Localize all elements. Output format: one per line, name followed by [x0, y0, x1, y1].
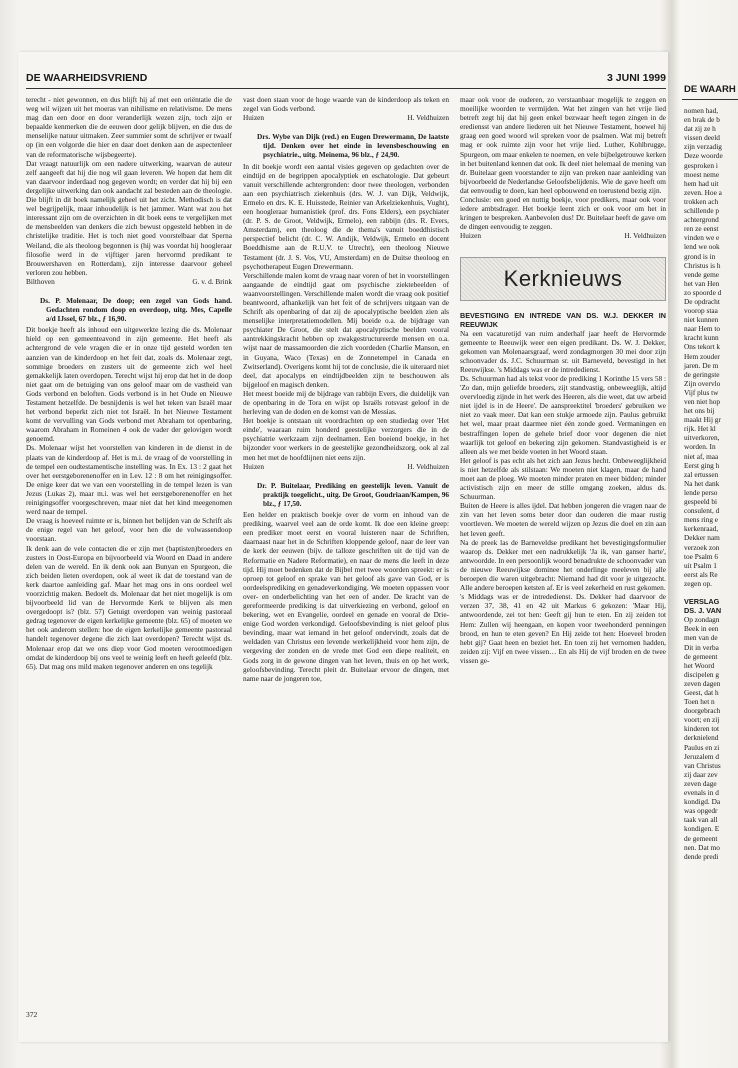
text-line: Vijf plus tw: [684, 387, 719, 397]
paragraph: Na de preek las de Barneveldse predikant het bevestigingsformulier waarop ds. Dekker met een nadrukkelijk 'Ja ik, van ganser harte', antwoordde. In een persoonlijk woord benadrukte de schoonvader van de nieuwe Reeuwijkse dominee het onderlinge meeleven bij alle beroepen die waren uitgebracht: Niemand had dit voor je uitgezocht. Alle andere beroepen ketsten af. Er is veel zekerheid en rust gekomen.: [460, 537, 666, 593]
text-line: kondigen. E: [684, 824, 720, 834]
text-line: het van Hen: [684, 278, 720, 288]
text-line: zeven dage: [684, 778, 717, 788]
text-line: Deze woorde: [684, 151, 723, 161]
signature: [460, 231, 666, 240]
text-line: Dekker nam: [684, 533, 720, 543]
header-rule: [26, 88, 666, 89]
signature-place: Bilthoven: [26, 276, 55, 286]
signature: [243, 113, 449, 122]
text-line: Op zondagn: [684, 615, 720, 625]
text-line: nen. Dat mo: [684, 842, 720, 852]
text-line: kerkenraad,: [684, 524, 719, 534]
text-line: trokken ach: [684, 196, 719, 206]
text-line: schillende p: [684, 206, 720, 216]
text-line: het Woord: [684, 660, 715, 670]
text-line: en brak de b: [684, 115, 720, 125]
text-line: het ons bij: [684, 406, 715, 416]
text-line: Toen het n: [684, 697, 715, 707]
paragraph: De vraag is hoeveel ruimte er is, binnen het belijden van de Schrift als de enige regel van het geloof, voor hen die de volwassendoop voorstaan.: [26, 516, 232, 544]
text-line: maakt Hij gr: [684, 415, 721, 425]
text-line: was opgedr: [684, 806, 718, 816]
paragraph: Na een vacaturetijd van ruim anderhalf jaar heeft de Hervormde gemeente te Reeuwijk weer een eigen predikant. Ds. W. J. Dekker, gekomen van Molenaarsgraaf, werd zondagmorgen 30 mei door zijn schoonvader ds. J.C. Schuurman sr. uit Barneveld, bevestigd in het Reeuwijkse. 's Middags was er de intrededienst.: [460, 328, 666, 374]
text-line: VERSLAG: [684, 597, 720, 607]
text-line: rijk. Het kl: [684, 424, 716, 434]
page-header: [26, 72, 666, 88]
paragraph: Ik denk aan de vele contacten die er zijn met (baptisten)broeders en zusters in Oost-Europa en bijvoorbeeld via Woord en Daad in andere delen van de wereld. En ik denk ook aan Bunyan en Spurgeon, die zich beiden lieten overdopen, ook al weet ik dat de toestand van de kerk daartoe aanleiding gaf. Maar het mag ons in ons oordeel wel voorzichtig maken. Bedoelt ds. Molenaar dat het niet mogelijk is om bijvoorbeeld lid van de Hervormde Kerk te blijven als men overgedoopt is? (blz. 57) Getuigt overdopen van weinig pastoraal gedrag tegenover de eigen kerkelijke gemeente (blz. 65) of moeten we het ook anderom stellen: hoe de eigen kerkelijke gemeente pastoraal handelt tegenover degene die zich laat overdopen? Terecht wijst ds. Molenaar erop dat we ons diep voor God moeten verootmoedigen omdat de kinderdoop bij ons veel te weinig leeft en heeft geleefd (blz. 65). Dat mag ons mild maken tegenover anderen en ons tegelijk: [26, 543, 232, 671]
section-banner-title: Kerknieuws: [503, 265, 623, 291]
text-line: Dit in verba: [684, 642, 719, 652]
text-line: vinden we e: [684, 233, 720, 243]
text-line: niet kunnen: [684, 315, 719, 325]
issue-date: 3 JUNI 1999: [607, 72, 666, 84]
paragraph: vast doen staan voor de hoge waarde van de kinderdoop als teken en zegel van Gods verbond.: [243, 95, 449, 114]
text-line: kinderen tot: [684, 724, 720, 734]
text-line: zeven. Hoe a: [684, 187, 722, 197]
text-line: Hem zouder: [684, 351, 720, 361]
text-line: jaren. De m: [684, 360, 719, 370]
paragraph: Het boekje is ontstaan uit voordrachten op een studiedag over 'Het einde', waaraan ruim honderd geestelijke verzorgers die in de psychiatrie werkzaam zijn deelnamen. Een boeiend boekje, in het bijzonder voor werkers in de geestelijke gezondheidszorg, ook al zal men het met de hoofdlijnen niet eens zijn.: [243, 416, 449, 462]
adjacent-page-text: [684, 106, 723, 861]
signature: [26, 277, 232, 286]
publication-title: DE WAARHEIDSVRIEND: [26, 72, 148, 84]
paragraph: Dit boekje heeft als inhoud een uitgewerkte lezing die ds. Molenaar hield op een gemeenteavond in zijn gemeente. Het heeft als achtergrond de vele vragen die er in onze tijd gesteld worden ten aanzien van de kinderdoop en het feit dat, zoals ds. Molenaar zegt, sommige broeders en zusters uit de gemeente zich wel heel gemakkelijk laten overdopen. Terecht wijst hij erop dat het in de doop niet gaat om de betuiging van ons geloof maar om de vastheid van Gods verbond en beloften. Gods verbond is in het Oude en Nieuwe Testament hetzelfde. De besnijdenis is wel het teken van Israël maar het verbond beperkt zich niet tot Israël. In het Nieuwe Testament komt de vervulling van Gods verbond met Abraham tot openbaring, waarom Abraham in Romeinen 4 ook de vader der gelovigen wordt genoemd.: [26, 325, 232, 444]
signature-name: G. v. d. Brink: [192, 276, 232, 286]
review-title: Ds. P. Molenaar, De doop; een zegel van Gods hand. Gedachten rondom doop en overdoop, uitg. Mes, Capelle a/d IJssel, 67 blz., ƒ 16,90.: [40, 295, 232, 324]
text-line: voort; en zij: [684, 715, 720, 725]
text-line: [684, 588, 723, 597]
text-line: naar Hem to: [684, 324, 721, 334]
text-line: ren ze eenst: [684, 224, 719, 234]
text-line: de gemeent: [684, 651, 718, 661]
text-line: moest neme: [684, 169, 720, 179]
text-line: discipelen g: [684, 669, 720, 679]
review-title: Dr. P. Buitelaar, Prediking en geestelijk leven. Vanuit de praktijk toegelicht., uitg. De Groot, Goudriaan/Kampen, 96 blz., ƒ 17,50.: [257, 480, 449, 508]
text-line: Paulus en zi: [684, 742, 720, 752]
text-line: nomen had,: [684, 106, 719, 115]
text-line: dende predi: [684, 851, 719, 861]
paragraph: 's Middags was er de intrededienst. Ds. Dekker had daarvoor de verzen 37, 38, 41 en 42 uit Markus 6 gekozen: 'Maar Hij, antwoordende, zei tot hen: Geeft gij hun te eten. En zij zeiden tot Hem: Zullen wij heengaan, en kopen voor tweehonderd penningen brood, en hun te eten geven? En Hij zeide tot hen: Hoeveel broden hebt gij? Gaat heen en beziet het. En toen zij het vernomen hadden, zeiden zij: Vijf en twee vissen… En als Hij de vijf broden en de twee vissen ge-: [460, 592, 666, 665]
text-line: zeven dagen: [684, 678, 721, 688]
signature-name: H. Veldhuizen: [407, 113, 449, 123]
text-line: Na het dank: [684, 478, 720, 488]
column-1: [26, 95, 232, 671]
text-line: zegen op.: [684, 578, 712, 588]
text-line: zij daar zev: [684, 769, 718, 779]
text-line: men van de: [684, 633, 718, 643]
paragraph: Buiten de Heere is alles ijdel. Dat hebben jongeren die vragen naar de zin van het leven soms beter door dan ouderen die maar rustig voortleven. We moeten de wereld wijzen op Jezus die doel en zin aan het leven geeft.: [460, 501, 666, 538]
text-line: gesproken i: [684, 160, 718, 170]
signature-name: H. Veldhuizen: [407, 461, 449, 471]
text-line: voorop staa: [684, 306, 718, 316]
adjacent-page: [682, 72, 738, 1052]
text-line: vende geme: [684, 269, 720, 279]
text-line: worden. In: [684, 442, 716, 452]
text-line: Geest, dat h: [684, 688, 719, 697]
paragraph: Ds. Schuurman had als tekst voor de prediking 1 Korinthe 15 vers 58 : 'Zo dan, mijn geliefde broeders, zijt standvastig, onbeweeglijk, altijd overvloedig zijnde in het werk des Heeren, als die weet, dat uw arbeid niet ijdel is in de Heere'. De aanspreektitel 'broeders' gebruiken we niet zo vaak meer. Dat kan een stukje armoede zijn. Paulus gebruikt het wel, maar praat daarmee niet één zonde goed. Vermaningen en bestraffingen lopen de gehele brief door voor degenen die niet waarlijk tot geloof en bekering zijn gekomen. Standvastigheid is er alleen als we met beide voeten in het Woord staan.: [460, 373, 666, 456]
section-banner: [460, 257, 666, 301]
text-line: Eerst ging h: [684, 460, 720, 470]
paragraph: Dat vraagt natuurlijk om een nadere uitwerking, waarvan de auteur zelf aangeeft dat hij die nog wil gaan leveren. We hopen dat hem dit van daarvoor inderdaad nog gegeven wordt; en verder dat hij bij een dergelijke uitwerking dan ook aandacht zal besteden aan de theologie. Die blijft in dit boek namelijk geheel uit het zicht. Methodisch is dat wel begrijpelijk, maar inhoudelijk is het jammer. Want wat zou het interessant zijn om de overzichten in dit boek eens te vergelijken met de mensbeelden van denkers die zich bewust opgesteld hebben in de christelijke traditie. Het is toch niet goed voorstelbaar dat Sperna Weiland, die als theoloog begonnen is (hij was voordat hij hoogleraar filosofie werd in de vijftiger jaren hervormd predikant te Brouwershaven en Rotterdam), zijn interesse daarvoor geheel verloren zou hebben.: [26, 158, 232, 277]
paragraph: Het meest boeide mij de bijdrage van rabbijn Evers, die duidelijk van de openbaring in de Tora en wijst op Israëls rotsvast geloof in de herleving van de doden en de komst van de Messias.: [243, 388, 449, 417]
text-line: de gemeent: [684, 833, 718, 843]
text-line: dat zij ze h: [684, 124, 716, 134]
adjacent-page-header: DE WAARH: [684, 84, 736, 95]
paragraph: In dit boekje wordt een aantal visies gegeven op gedachten over de eindtijd en de begrippen apocalyptiek en eschatologie. Dat gebeurt vanuit verschillende achtergronden: door twee theologen, verbonden aan een psychiatrisch ziekenhuis (drs. W. J. van Dijk, Veldwijk, Ermelo en drs. K. E. Huisstede, Reinier van Arkelziekenhuis, Vught), een hoogleraar humanistiek (prof. drs. Fons Elders), een psychiater (dr. P. S. de Groot, Veldwijk, Ermelo), een rabbijn (drs. R. Evers, Amsterdam), een theoloog die de thema's vanuit boeddhistisch perspectief belicht (dr. C. W. Andijk, Veldwijk, Ermelo en docent Boeddhisme aan de R.U.V. te Utrecht), een theoloog Nieuwe Testament (dr. J. S. Vos, VU, Amsterdam) en de Duitse theoloog en psychotherapeut Eugen Drewermann.: [243, 161, 449, 271]
text-line: zo spoorde d: [684, 287, 722, 297]
column-3: [460, 95, 666, 665]
text-line: niet af, maa: [684, 451, 719, 461]
text-line: doorgebrach: [684, 706, 721, 716]
header-rule: [682, 99, 738, 100]
paragraph: Een helder en praktisch boekje over de vorm en inhoud van de prediking, waarvel veel aan de orde komt. Ik doe een kleine greep: een prediker moet eerst en vooral luisteren naar de Schriften, daarnaast naar het in de Schriften kloppende geloof, naar de leer van de kerk der eeuwen (bijv. de talloze geschriften uit de tijd van de Reformatie en Nadere Reformatie), en naar de mens die leeft in deze tijd. Hij moet bedenken dat de Bijbel met twee woorden spreekt: er is oproep tot geloof en sprake van het geloof als gave van God, er is oordeelsprediking en genadeverkondiging. We moeten oppassen voor over- en onderbelichting van het een of ander. De kracht van de gereformeerde prediking is dat uitverkiezing en verbond, geloof en bekering, wet en Evangelie, oordeel en genade en vooral de Drie-enige God worden verkondigd. Geloofsbevinding is niet geloof plus bevinding, maar wat iemand in het geloof ondervindt, zoals dat de weldaden van Christus een levende werkelijkheid voor hem zijn, de vergeving der zonden en de vrede met God een diepe realiteit, en Gods zorg in de gewone dingen van het leven, thuis en op het werk, geloofsbevinding. Terecht pleit dr. Buitelaar ervoor de dingen, met name naar de jongeren toe,: [243, 510, 449, 683]
text-line: zal ertussen: [684, 469, 719, 479]
text-line: De opdracht: [684, 296, 720, 306]
review-title: Drs. Wybe van Dijk (red.) en Eugen Drewermann, De laatste tijd. Denken over het einde in levensbeschouwing en psychiatrie., uitg. Meinema, 96 blz., ƒ 24,90.: [257, 132, 449, 160]
text-line: lend we ook: [684, 242, 720, 252]
paragraph: Verschillende malen komt de vraag naar voren of het in voorstellingen aangaande de eindtijd gaat om psychische ziektebeelden of waanvoorstellingen. Verschillende malen wordt die vraag ook positief beantwoord, afhankelijk van het feit of de schrijvers uitgaan van de Schrift als openbaring of dat zij de apocalyptische beelden zien als menselijke interpretatiemodellen. Mij boeide o.a. de bijdrage van psychiater De Groot, die stelt dat apocalyptische beelden vooral aantrekkingskracht hebben op zwakgestructureerde mensen en o.a. wijst naar de massamoorden die zich voordeden (Charlie Manson, en in Guyana, Waco (Texas) en de Zonnetempel in Canada en Zwitserland). Overigens komt hij tot de conclusie, die ik uiteraard niet deel, dat apocalyps en eindtijdbeelden zijn te beschouwen als bijgeloof en magisch denken.: [243, 270, 449, 389]
paragraph: Ds. Molenaar wijst het voorstellen van kinderen in de dienst in de plaats van de kinderdoop af. Het is m.i. de vraag of de voorstelling in de tempel een oudtestamentische instelling was. In Ex. 13 : 2 gaat het over het eerstgeborenenoffer en in Lev. 12 : 8 om het reinigingsoffer. De enige keer dat we van een voorstelling in de tempel lezen is van Jezus (Lukas 2), maar m.i. was wel het eerstgeborenenoffer en het reinigingsoffer voorgeschreven, maar niet dat het kind meegenomen werd naar de tempel.: [26, 443, 232, 517]
text-line: eerst als Re: [684, 569, 718, 579]
text-line: grond is in: [684, 251, 716, 261]
text-line: Beek in een: [684, 624, 719, 634]
text-line: uit Psalm 1: [684, 560, 717, 570]
text-line: Zijn overvlo: [684, 378, 721, 388]
signature: [243, 462, 449, 471]
paragraph: maar ook voor de ouderen, zo verstaanbaar mogelijk te zeggen en moeilijke woorden te vermijden. Wat het zingen van het vrije lied betreft zegt hij dat hij geen enkel bezwaar heeft tegen zingen in de erediensst van andere liederen uit het Nieuwe Testament, hoewel hij graag een goed woord wil spreken voor de psalmen. Wat mij betreft mag er ook ruimte zijn voor het vrije lied. Luther, Kohlbrugge, Spurgeon, om maar enkelen te noemen, en vele bijbelgetrouwe kerken in het buitenland kennen dat ook. Ik deel niet helemaal de mening van dr. Buitelaar geen voorstander te zijn van preken naar aanleiding van bijvoorbeeld de Nederlandse Geloofsbelijdenis. Wie de gave heeft om dat eenvoudig te doen, kan heel opbouwend en toerustend bezig zijn.: [460, 95, 666, 195]
text-line: lende perso: [684, 487, 718, 497]
column-2: [243, 95, 449, 683]
text-line: zijn verzadig: [684, 142, 722, 152]
text-line: kondigd. Da: [684, 797, 721, 807]
text-line: mens ring e: [684, 515, 719, 525]
text-line: vissen deeld: [684, 133, 720, 143]
text-line: taak van all: [684, 815, 718, 825]
text-line: uitverkoren,: [684, 433, 720, 443]
paragraph: Conclusie: een goed en nuttig boekje, voor predikers, maar ook voor iedere ambtsdrager. Het boekje leent zich er ook voor om het in kringen te bespreken. Aanbevolen dus! Dr. Buitelaar heeft de gave om de dingen eenvoudig te zeggen.: [460, 195, 666, 232]
text-line: hem had uit: [684, 178, 719, 188]
text-line: achtergrond: [684, 215, 719, 225]
text-line: kracht kunn: [684, 333, 719, 343]
text-line: Christus is h: [684, 260, 721, 270]
signature-name: H. Veldhuizen: [624, 231, 666, 241]
text-line: ven niet hop: [684, 397, 721, 406]
text-line: verzoek zon: [684, 542, 720, 552]
text-line: DS. J. VAN: [684, 606, 722, 616]
text-line: van Christus: [684, 760, 721, 770]
text-line: evenals in d: [684, 788, 719, 798]
paragraph: Het geloof is pas echt als het zich aan Jezus hecht. Onbeweeglijkheid is niet hetzelfde als stilstaan: We moeten niet klagen, maar de hand moet aan de ploeg. We moeten minder praten en meer bidden; minder activistisch zijn en meer de stille omgang zoeken, aldus ds. Schuurman.: [460, 455, 666, 502]
text-line: derknielend: [684, 733, 719, 743]
signature-place: Huizen: [243, 113, 265, 123]
signature-place: Huizen: [243, 461, 265, 471]
paragraph: terecht - niet gewonnen, en dus blijft hij af met een oriëntatie die de weg wil wijzen uit het moeras van nihilisme en relativisme. De mens mag dan een door en door veranderlijk wezen zijn, toch zijn er bepaalde kenmerken die de eeuwen door gelijk blijven, en die dus de menselijke natuur uitmaken. Zeer summier somt de schrijver er twaalf op (in een volgorde die hier en daar doet denken aan de aspectenleer van de reformatorische wijsbegeerte).: [26, 95, 232, 159]
text-line: toe Psalm 6: [684, 551, 719, 561]
text-line: de geringste: [684, 369, 720, 379]
text-line: consulent, d: [684, 506, 720, 516]
text-line: Jeruzalem d: [684, 751, 720, 761]
text-line: gespeeld bi: [684, 497, 718, 507]
page-number: 372: [26, 1010, 38, 1019]
signature-place: Huizen: [460, 231, 482, 241]
news-headline: BEVESTIGING EN INTREDE VAN DS. W.J. DEKKER IN REEUWIJK: [460, 310, 666, 329]
text-line: Ons tekort k: [684, 342, 721, 352]
